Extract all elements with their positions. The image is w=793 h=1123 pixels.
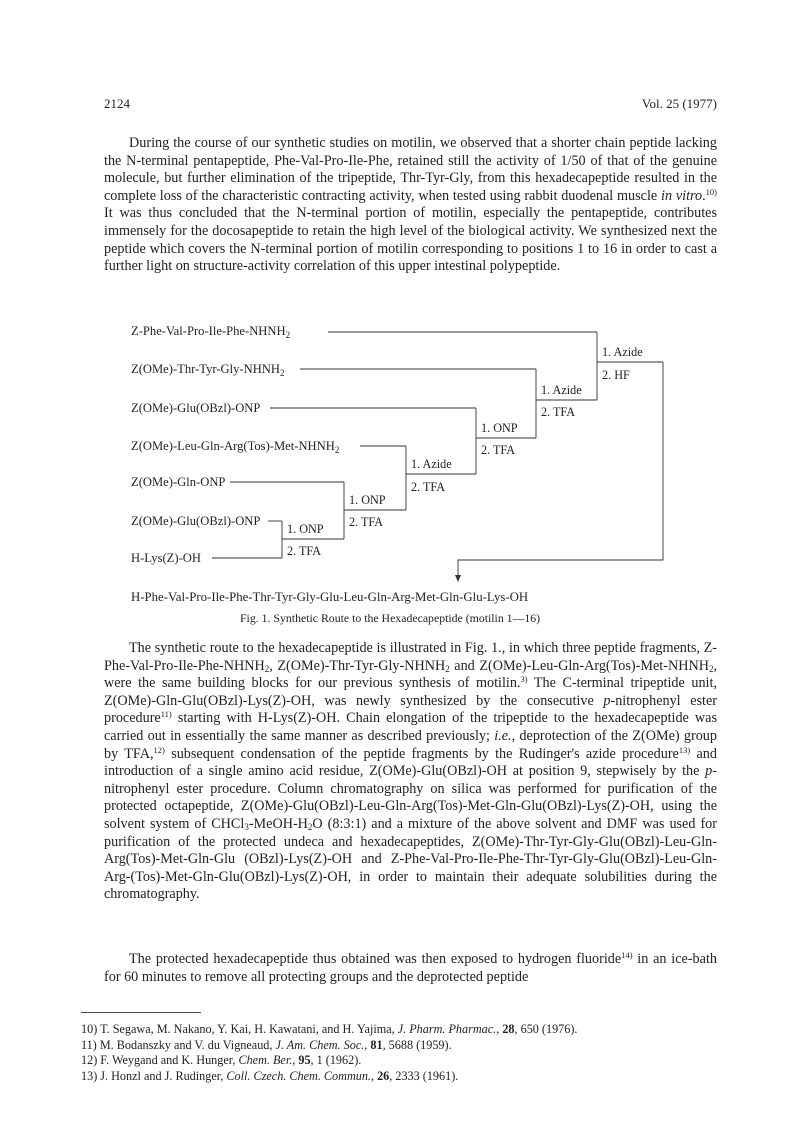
reference-item: 11) M. Bodanszky and V. du Vigneaud, J. Am. Chem. Soc., 81, 5688 (1959). [81,1037,452,1052]
step-condition: 1. Azide [602,345,643,359]
fragment-label: Z(OMe)-Gln-ONP [131,475,226,489]
body-paragraph: The synthetic route to the hexadecapeptide is illustrated in Fig. 1., in which three peptide fragments, $Z-Phe-Val-Pro-Ile-Phe-NHNH_2$, $Z(OMe)-Thr-Tyr-Gly-NHNH_2$ and $Z(OMe)-Leu-Gln-Arg(Tos)-Met-NHNH_2$, were the same building blocks for our previous synthesis of motilin.$^{3)}$ The C-terminal tripeptide unit, Z(OMe)-Gln-Glu(OBzl)-Lys(Z)-OH, was newly synthesized by the consecutive p-nitrophenyl ester procedure$^{11)}$ starting with H-Lys(Z)-OH. Chain elongation of the tripeptide to the hexadecapeptide was carried out in essentially the same manner as described previously; i.e., deprotection of the Z(OMe) group by TFA,$^{12)}$ subsequent condensation of the peptide fragments by the Rudinger's azide procedure$^{13)}$ and introduction of a single amino acid residue, Z(OMe)-Glu(OBzl)-OH at position 9, stepwisely by the p-nitrophenyl ester procedure. Column chromatography on silica was performed for purification of the protected octapeptide, Z(OMe)-Glu(OBzl)-Leu-Gln-Arg(Tos)-Met-Gln-Glu(OBzl)-Lys(Z)-OH, using the solvent system of $CHCl_3-MeOH-H_2O$ (8:3:1) and a mixture of the above solvent and DMF was used for purification of the protected undeca and hexadecapeptides, Z(OMe)-Thr-Tyr-Gly-Glu(OBzl)-Leu-Gln-Arg(Tos)-Met-Gln-Glu (OBzl)-Lys(Z)-OH and Z-Phe-Val-Pro-Ile-Phe-Thr-Tyr-Gly-Glu(OBzl)-Leu-Gln-Arg-(Tos)-Met-Gln-Glu(OBzl)-Lys(Z)-OH, in order to maintain their adequate solubilities during the chromatography. [104,640,717,903]
fragment-label: H-Lys(Z)-OH [131,551,201,565]
step-condition: 1. ONP [287,522,324,536]
fragment-label: Z(OMe)-Glu(OBzl)-ONP [131,401,261,415]
body-paragraph: The protected hexadecapeptide thus obtained was then exposed to hydrogen fluoride$^{14)}$ in an ice-bath for 60 minutes to remove all protecting groups and the deprotected peptide [104,950,717,985]
fragment-label: $Z(OMe)-Leu-Gln-Arg(Tos)-Met-NHNH_2$ [131,439,340,455]
step-condition: 2. TFA [287,544,322,558]
fragment-label: $Z-Phe-Val-Pro-Ile-Phe-NHNH_2$ [131,324,291,340]
fragment-label: $Z(OMe)-Thr-Tyr-Gly-NHNH_2$ [131,362,285,378]
intro-paragraph: During the course of our synthetic studies on motilin, we observed that a shorter chain peptide lacking the N-terminal pentapeptide, Phe-Val-Pro-Ile-Phe, retained still the activity of 1/50 of that of the genuine molecule, but further elimination of the tripeptide, Thr-Tyr-Gly, from this hexadecapeptide resulted in the complete loss of the characteristic contracting activity, when tested using rabbit duodenal muscle in vitro.$^{10)}$ It was thus concluded that the N-terminal portion of motilin, especially the pentapeptide, contributes immensely for the docosapeptide to retain the high level of the biological activity. We synthesized next the peptide which covers the N-terminal portion of motilin corresponding to positions 1 to 16 in order to cast a further light on structure-activity correlation of this upper intestinal polypeptide. [104,135,717,275]
step-condition: 1. Azide [411,457,452,471]
step-condition: 2. TFA [541,405,576,419]
step-condition: 2. TFA [411,480,446,494]
step-condition: 1. Azide [541,383,582,397]
reference-item: 13) J. Honzl and J. Rudinger, Coll. Czech. Chem. Commun., 26, 2333 (1961). [81,1068,459,1083]
fragment-label: Z(OMe)-Glu(OBzl)-ONP [131,514,261,528]
reference-item: 12) F. Weygand and K. Hunger, Chem. Ber., 95, 1 (1962). [81,1053,362,1068]
figure-caption: Fig. 1. Synthetic Route to the Hexadecapeptide (motilin 1—16) [240,611,541,625]
footnote-rule [81,1012,201,1013]
product-peptide: H-Phe-Val-Pro-Ile-Phe-Thr-Tyr-Gly-Glu-Leu-Gln-Arg-Met-Gln-Glu-Lys-OH [131,590,529,604]
reference-item: 10) T. Segawa, M. Nakano, Y. Kai, H. Kawatani, and H. Yajima, J. Pharm. Pharmac., 28, 650 (1976). [81,1022,578,1036]
step-condition: 1. ONP [481,421,518,435]
reference-list [81,1022,721,1084]
step-condition: 2. TFA [349,515,384,529]
down-arrow-icon [455,575,461,582]
step-condition: 2. TFA [481,443,516,457]
step-condition: 2. HF [602,368,630,382]
step-condition: 1. ONP [349,493,386,507]
page-number: 2124 [104,96,130,111]
volume-header: Vol. 25 (1977) [641,96,717,111]
